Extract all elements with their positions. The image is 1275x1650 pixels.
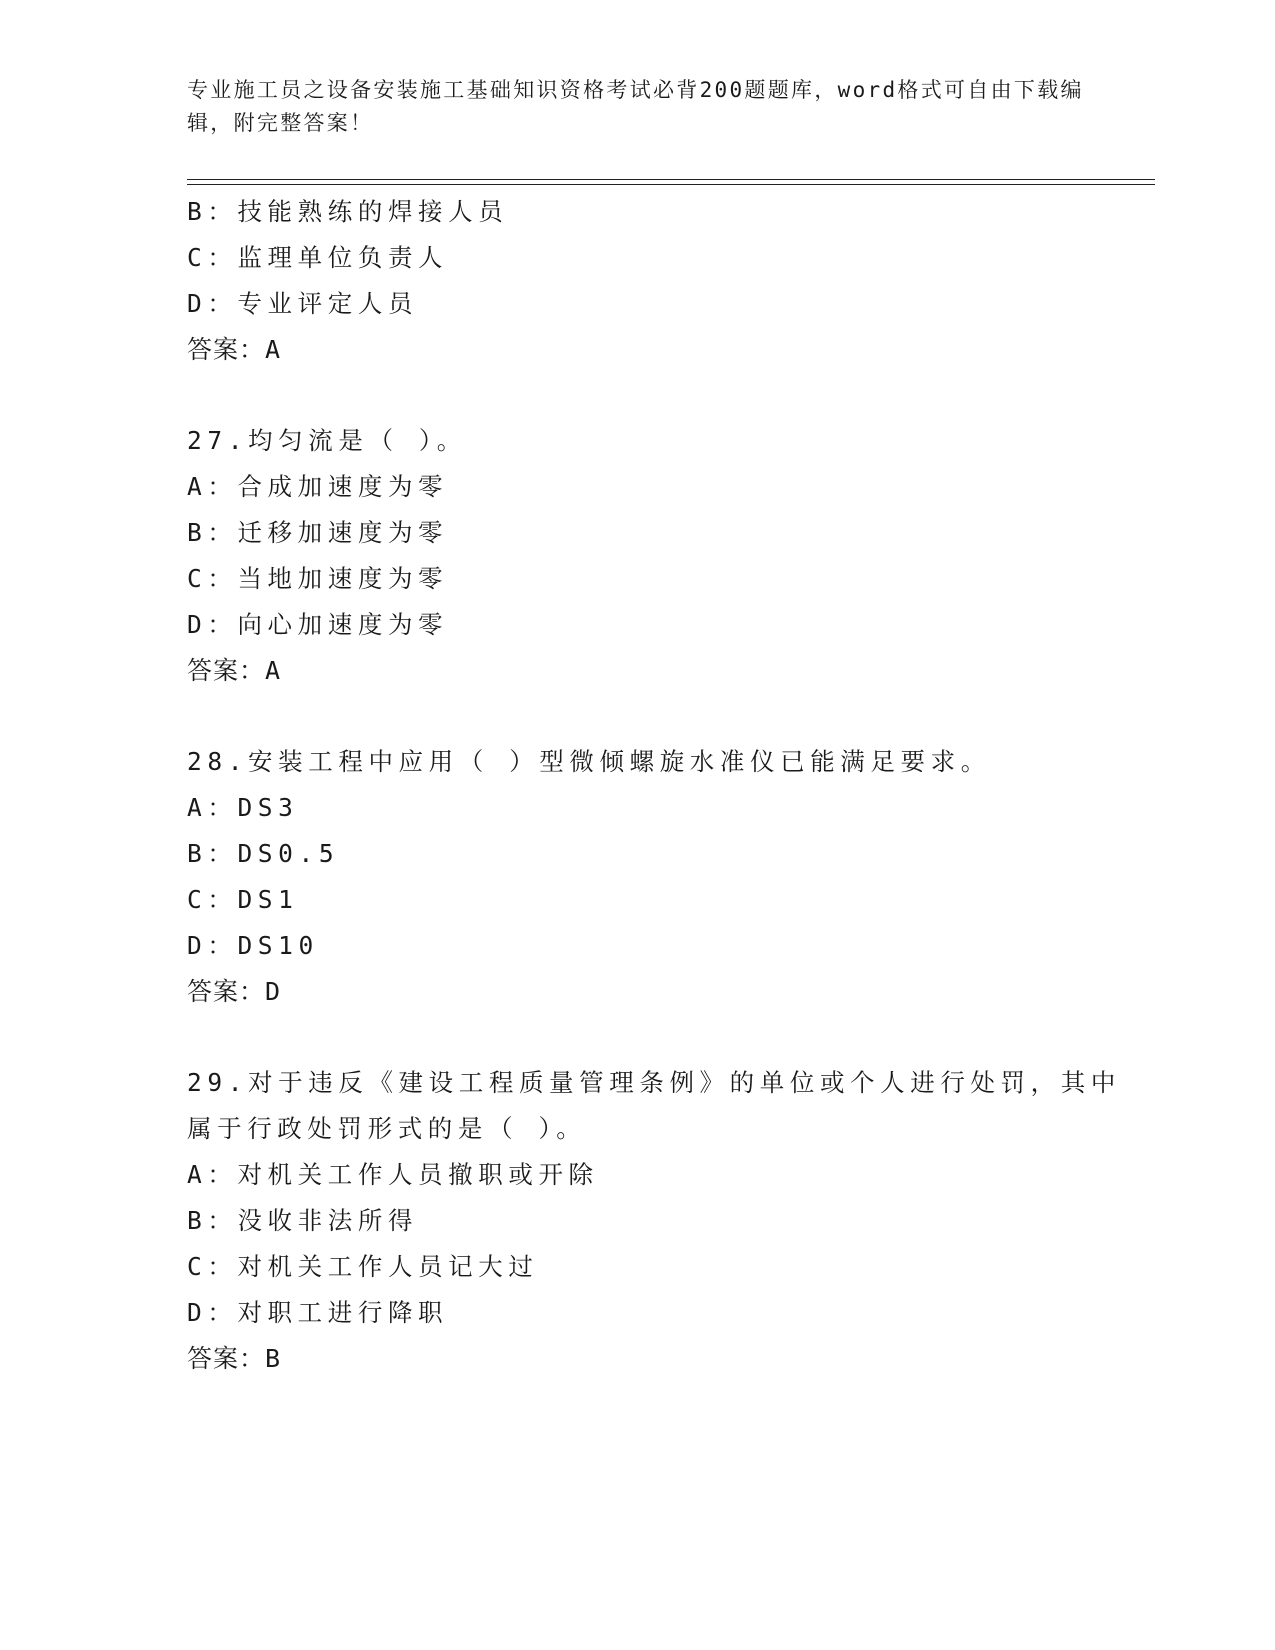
question-block-27 bbox=[187, 418, 1155, 694]
spacer bbox=[187, 1015, 1155, 1060]
option-c: C：当地加速度为零 bbox=[187, 564, 449, 593]
option-c: C：对机关工作人员记大过 bbox=[187, 1252, 539, 1281]
option-b: B：没收非法所得 bbox=[187, 1206, 419, 1235]
question-text-continued: 属于行政处罚形式的是（ ）。 bbox=[187, 1114, 587, 1143]
option-d: D：向心加速度为零 bbox=[187, 610, 449, 639]
header-rule-bottom bbox=[187, 184, 1155, 185]
option-c: C：DS1 bbox=[187, 885, 299, 914]
option-d: D：专业评定人员 bbox=[187, 289, 419, 318]
option-b: B：DS0.5 bbox=[187, 839, 340, 868]
question-text: 29.对于违反《建设工程质量管理条例》的单位或个人进行处罚，其中 bbox=[187, 1068, 1121, 1097]
option-d: D：对职工进行降职 bbox=[187, 1298, 449, 1327]
question-list bbox=[187, 189, 1155, 1382]
question-block-26 bbox=[187, 189, 1155, 373]
spacer bbox=[187, 373, 1155, 418]
option-a: A：对机关工作人员撤职或开除 bbox=[187, 1160, 599, 1189]
header-rule-top bbox=[187, 179, 1155, 180]
option-a: A：合成加速度为零 bbox=[187, 472, 449, 501]
answer-line: 答案：D bbox=[187, 977, 282, 1006]
question-block-28 bbox=[187, 739, 1155, 1015]
question-text: 27.均匀流是（ ）。 bbox=[187, 426, 467, 455]
spacer bbox=[187, 694, 1155, 739]
option-a: A：DS3 bbox=[187, 793, 299, 822]
option-b: B：迁移加速度为零 bbox=[187, 518, 449, 547]
option-d: D：DS10 bbox=[187, 931, 319, 960]
answer-line: 答案：A bbox=[187, 656, 282, 685]
question-block-29 bbox=[187, 1060, 1155, 1382]
answer-line: 答案：A bbox=[187, 335, 282, 364]
question-text: 28.安装工程中应用（ ）型微倾螺旋水准仪已能满足要求。 bbox=[187, 747, 991, 776]
page-header: 专业施工员之设备安装施工基础知识资格考试必背200题题库，word格式可自由下载编辑，附完整答案！ bbox=[187, 78, 1084, 135]
option-b: B：技能熟练的焊接人员 bbox=[187, 197, 509, 226]
answer-line: 答案：B bbox=[187, 1344, 282, 1373]
option-c: C：监理单位负责人 bbox=[187, 243, 449, 272]
